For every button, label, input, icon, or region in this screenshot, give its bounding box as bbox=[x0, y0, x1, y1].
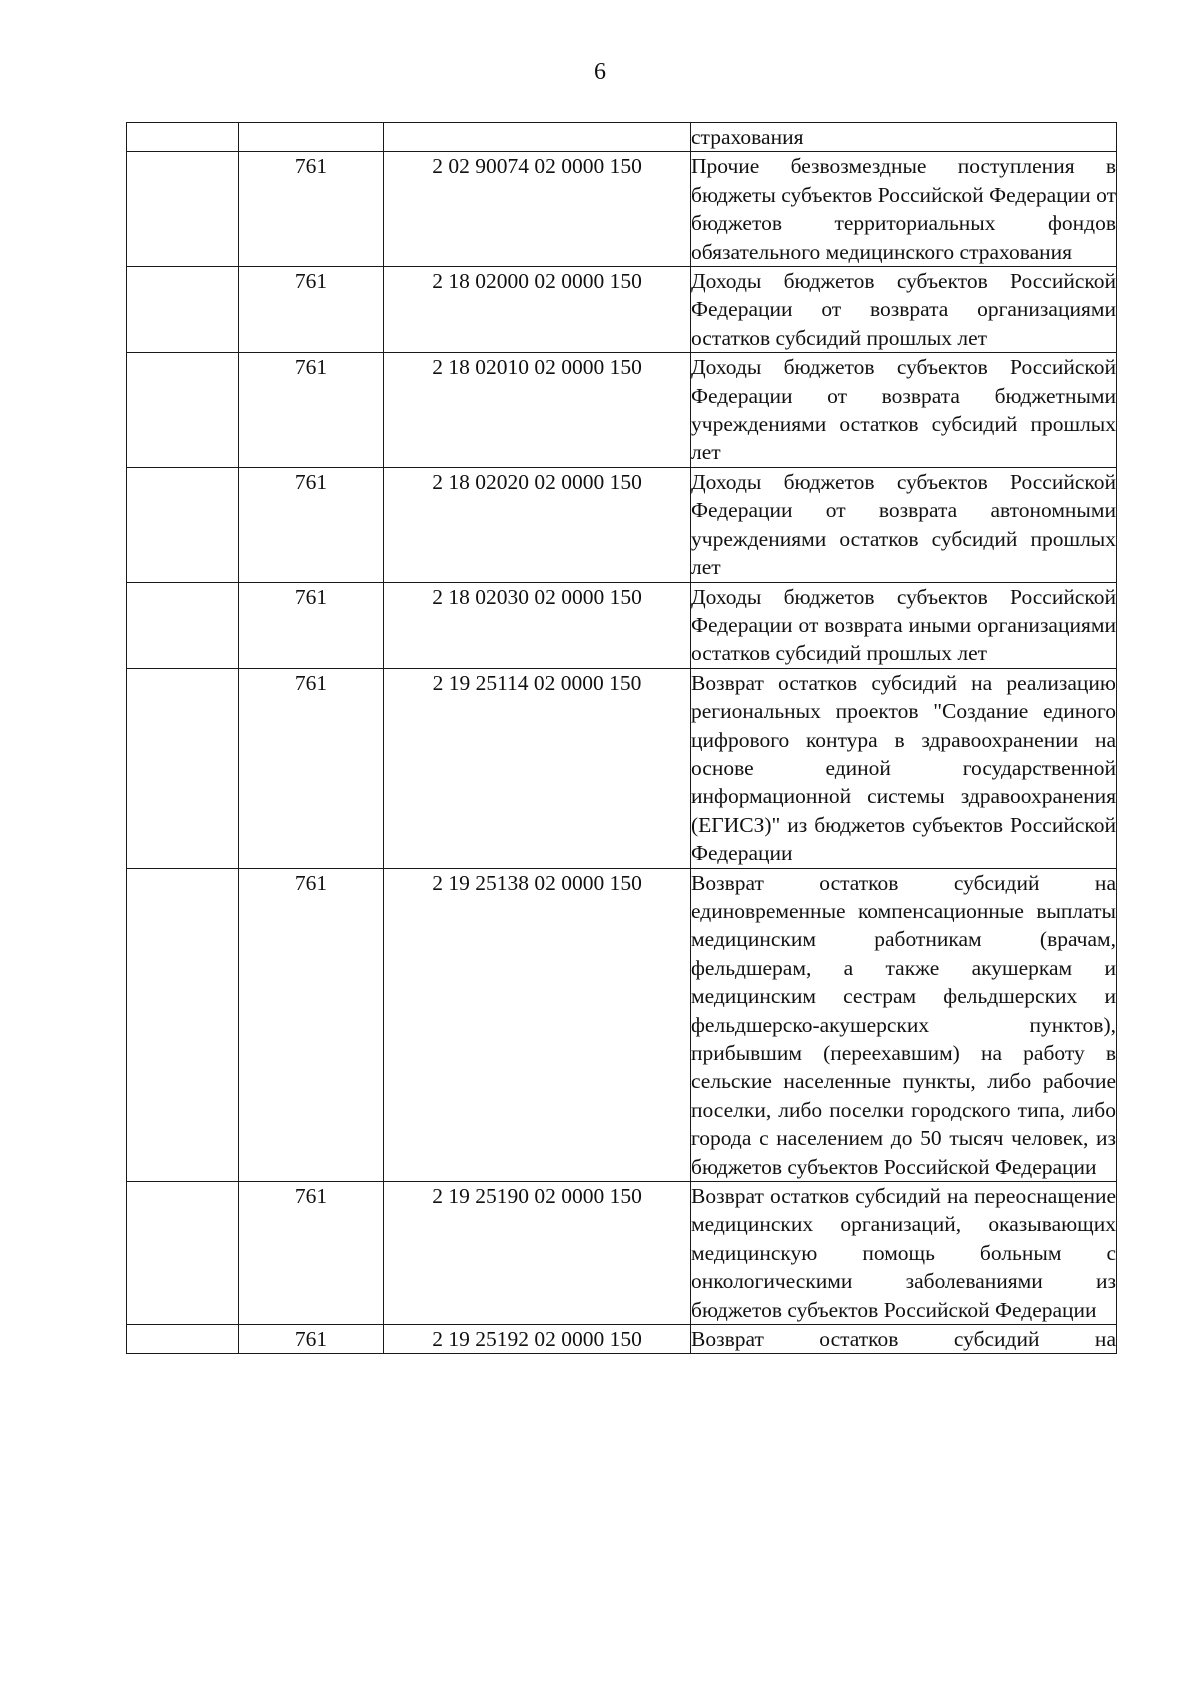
budget-code-cell: 2 19 25190 02 0000 150 bbox=[384, 1182, 691, 1325]
table-row bbox=[127, 123, 1117, 152]
admin-code-cell: 761 bbox=[239, 353, 384, 468]
description-cell: Возврат остатков субсидий на bbox=[691, 1325, 1117, 1354]
admin-code-cell: 761 bbox=[239, 668, 384, 868]
admin-code-cell: 761 bbox=[239, 267, 384, 353]
table-row bbox=[127, 353, 1117, 468]
admin-code-cell: 761 bbox=[239, 868, 384, 1181]
description-cell: Доходы бюджетов субъектов Российской Федерации от возврата автономными учреждениями остатков субсидий прошлых лет bbox=[691, 467, 1117, 582]
budget-code-cell: 2 19 25114 02 0000 150 bbox=[384, 668, 691, 868]
budget-code-cell: 2 19 25192 02 0000 150 bbox=[384, 1325, 691, 1354]
empty-cell bbox=[127, 868, 239, 1181]
table-row bbox=[127, 582, 1117, 668]
table-row bbox=[127, 668, 1117, 868]
empty-cell bbox=[127, 582, 239, 668]
description-cell: страхования bbox=[691, 123, 1117, 152]
budget-code-cell: 2 18 02020 02 0000 150 bbox=[384, 467, 691, 582]
description-cell: Возврат остатков субсидий на переоснащение медицинских организаций, оказывающих медицинскую помощь больным с онкологическими заболеваниями из бюджетов субъектов Российской Федерации bbox=[691, 1182, 1117, 1325]
budget-code-cell: 2 18 02010 02 0000 150 bbox=[384, 353, 691, 468]
table-row bbox=[127, 1325, 1117, 1354]
budget-code-cell: 2 18 02030 02 0000 150 bbox=[384, 582, 691, 668]
empty-cell bbox=[127, 353, 239, 468]
table-row bbox=[127, 868, 1117, 1181]
description-cell: Возврат остатков субсидий на единовременные компенсационные выплаты медицинским работникам (врачам, фельдшерам, а также акушеркам и медицинским сестрам фельдшерских и фельдшерско-акушерских пунктов), прибывшим (переехавшим) на работу в сельские населенные пункты, либо рабочие поселки, либо поселки городского типа, либо города с населением до 50 тысяч человек, из бюджетов субъектов Российской Федерации bbox=[691, 868, 1117, 1181]
table-row bbox=[127, 267, 1117, 353]
empty-cell bbox=[127, 1182, 239, 1325]
empty-cell bbox=[127, 467, 239, 582]
empty-cell bbox=[127, 152, 239, 267]
budget-code-cell: 2 19 25138 02 0000 150 bbox=[384, 868, 691, 1181]
admin-code-cell: 761 bbox=[239, 1325, 384, 1354]
table-row bbox=[127, 1182, 1117, 1325]
description-cell: Возврат остатков субсидий на реализацию региональных проектов "Создание единого цифрового контура в здравоохранении на основе единой государственной информационной системы здравоохранения (ЕГИСЗ)" из бюджетов субъектов Российской Федерации bbox=[691, 668, 1117, 868]
description-cell: Доходы бюджетов субъектов Российской Федерации от возврата иными организациями остатков субсидий прошлых лет bbox=[691, 582, 1117, 668]
table-row bbox=[127, 467, 1117, 582]
admin-code-cell: 761 bbox=[239, 582, 384, 668]
empty-cell bbox=[127, 123, 239, 152]
admin-code-cell: 761 bbox=[239, 467, 384, 582]
table-row bbox=[127, 152, 1117, 267]
budget-code-cell bbox=[384, 123, 691, 152]
page-number: 6 bbox=[594, 59, 606, 85]
budget-code-cell: 2 02 90074 02 0000 150 bbox=[384, 152, 691, 267]
admin-code-cell: 761 bbox=[239, 152, 384, 267]
description-cell: Доходы бюджетов субъектов Российской Федерации от возврата бюджетными учреждениями остатков субсидий прошлых лет bbox=[691, 353, 1117, 468]
description-cell: Доходы бюджетов субъектов Российской Федерации от возврата организациями остатков субсидий прошлых лет bbox=[691, 267, 1117, 353]
budget-code-cell: 2 18 02000 02 0000 150 bbox=[384, 267, 691, 353]
admin-code-cell bbox=[239, 123, 384, 152]
empty-cell bbox=[127, 267, 239, 353]
description-cell: Прочие безвозмездные поступления в бюджеты субъектов Российской Федерации от бюджетов территориальных фондов обязательного медицинского страхования bbox=[691, 152, 1117, 267]
empty-cell bbox=[127, 668, 239, 868]
budget-codes-table bbox=[126, 122, 1117, 1354]
admin-code-cell: 761 bbox=[239, 1182, 384, 1325]
empty-cell bbox=[127, 1325, 239, 1354]
